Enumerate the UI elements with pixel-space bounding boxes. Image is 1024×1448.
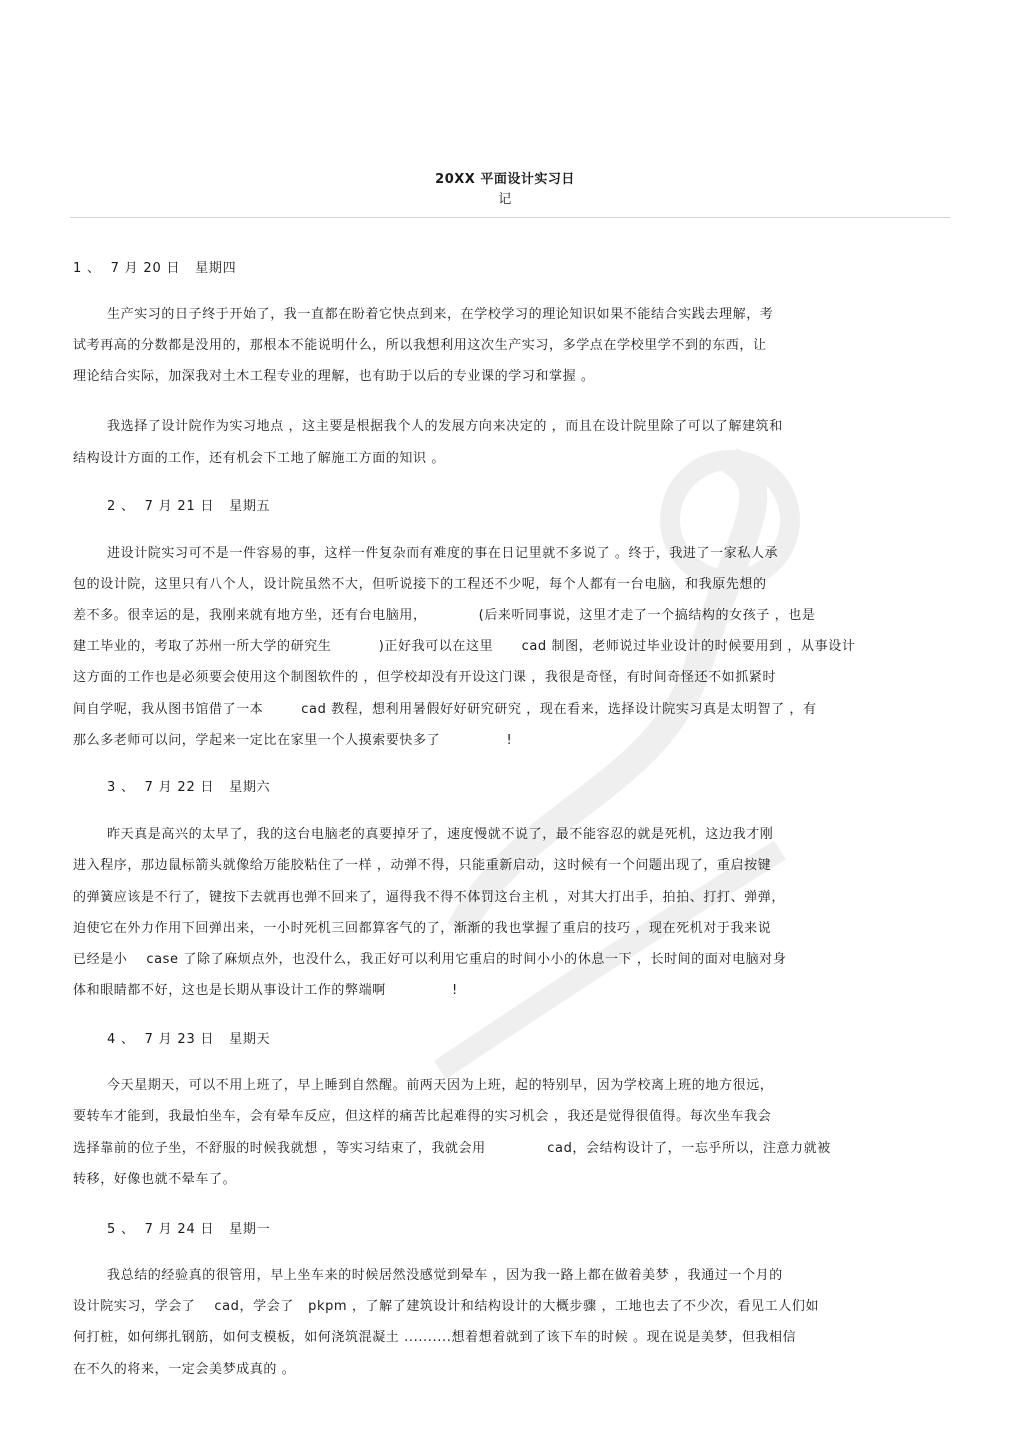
- entry-heading: 5 、 7 月 24 日 星期一: [107, 1222, 271, 1237]
- paragraph-line: 我总结的经验真的很管用，早上坐车来的时候居然没感觉到晕车 ，因为我一路上都在做着美梦 ，我通过一个月的: [107, 1268, 783, 1283]
- paragraph-line: 建工毕业的，考取了苏州一所大学的研究生 )正好我可以在这里 cad 制图，老师说过毕业设计的时候要用到 ，从事设计: [73, 639, 856, 654]
- paragraph-line: 结构设计方面的工作，还有机会下工地了解施工方面的知识 。: [73, 451, 445, 466]
- paragraph-line: 设计院实习，学会了 cad，学会了 pkpm ，了解了建筑设计和结构设计的大概步骤 ，工地也去了不少次，看见工人们如: [73, 1299, 820, 1314]
- paragraph-line: 那么多老师可以问，学起来一定比在家里一个人摸索要快多了 !: [73, 733, 513, 748]
- entry-heading: 3 、 7 月 22 日 星期六: [107, 780, 271, 795]
- paragraph-line: 试考再高的分数都是没用的，那根本不能说明什么，所以我想利用这次生产实习，多学点在学校里学不到的东西，让: [73, 338, 767, 353]
- document-title: 20XX 平面设计实习日: [435, 172, 575, 187]
- paragraph-line: 要转车才能到，我最怕坐车，会有晕车反应，但这样的痛苦比起难得的实习机会 ，我还是觉得很值得。每次坐车我会: [73, 1109, 772, 1124]
- watermark-image: [400, 430, 820, 1130]
- paragraph-line: 进设计院实习可不是一件容易的事，这样一件复杂而有难度的事在日记里就不多说了 。终于，我进了一家私人承: [107, 546, 779, 561]
- paragraph-line: 这方面的工作也是必须要会使用这个制图软件的 ，但学校却没有开设这门课 ，我很是奇怪，有时间奇怪还不如抓紧时: [73, 670, 777, 685]
- paragraph-line: 的弹簧应该是不行了，键按下去就再也弹不回来了，逼得我不得不体罚这台主机 ，对其大打出手，拍拍、打打、弹弹，: [73, 890, 785, 905]
- paragraph-line: 我选择了设计院作为实习地点 ，这主要是根据我个人的发展方向来决定的 ，而且在设计院里除了可以了解建筑和: [107, 419, 783, 434]
- paragraph-line: 包的设计院，这里只有八个人，设计院虽然不大，但听说接下的工程还不少呢，每个人都有一台电脑，和我原先想的: [73, 577, 767, 592]
- paragraph-line: 差不多。很幸运的是，我刚来就有地方坐，还有台电脑用， (后来听同事说，这里才走了一个搞结构的女孩子 ，也是: [73, 608, 816, 623]
- entry-heading: 4 、 7 月 23 日 星期天: [107, 1032, 271, 1047]
- title-divider: [70, 217, 950, 218]
- paragraph-line: 昨天真是高兴的太早了，我的这台电脑老的真要掉牙了，速度慢就不说了，最不能容忍的就是死机，这边我才刚: [107, 827, 774, 842]
- paragraph-line: 在不久的将来，一定会美梦成真的 。: [73, 1362, 296, 1377]
- paragraph-line: 何打桩，如何绑扎钢筋，如何支模板，如何浇筑混凝土 ..........想着想着就到了该下车的时候 。现在说是美梦，但我相信: [73, 1330, 797, 1345]
- paragraph-line: 已经是小 case 了除了麻烦点外，也没什么，我正好可以利用它重启的时间小小的休息一下 ，长时间的面对电脑对身: [73, 952, 787, 967]
- paragraph-line: 间自学呢，我从图书馆借了一本 cad 教程，想利用暑假好好研究研究 ，现在看来，选择设计院实习真是太明智了 ，有: [73, 702, 817, 717]
- paragraph-line: 体和眼睛都不好，这也是长期从事设计工作的弊端啊 !: [73, 983, 458, 998]
- paragraph-line: 进入程序，那边鼠标箭头就像给万能胶粘住了一样 ，动弹不得，只能重新启动，这时候有一个问题出现了，重启按键: [73, 858, 772, 873]
- paragraph-line: 迫使它在外力作用下回弹出来，一小时死机三回都算客气的了，渐渐的我也掌握了重启的技巧 ，现在死机对于我来说: [73, 921, 772, 936]
- paragraph-line: 理论结合实际，加深我对土木工程专业的理解，也有助于以后的专业课的学习和掌握 。: [73, 369, 595, 384]
- paragraph-line: 生产实习的日子终于开始了，我一直都在盼着它快点到来，在学校学习的理论知识如果不能结合实践去理解，考: [107, 307, 774, 322]
- document-title-continued: 记: [498, 192, 512, 207]
- paragraph-line: 转移，好像也就不晕车了。: [73, 1172, 237, 1187]
- paragraph-line: 今天星期天，可以不用上班了，早上睡到自然醒。前两天因为上班，起的特别早，因为学校离上班的地方很远，: [107, 1078, 774, 1093]
- entry-heading: 1 、 7 月 20 日 星期四: [73, 261, 237, 276]
- entry-heading: 2 、 7 月 21 日 星期五: [107, 499, 271, 514]
- paragraph-line: 选择靠前的位子坐，不舒服的时候我就想 ，等实习结束了，我就会用 cad，会结构设计了，一忘乎所以，注意力就被: [73, 1141, 831, 1156]
